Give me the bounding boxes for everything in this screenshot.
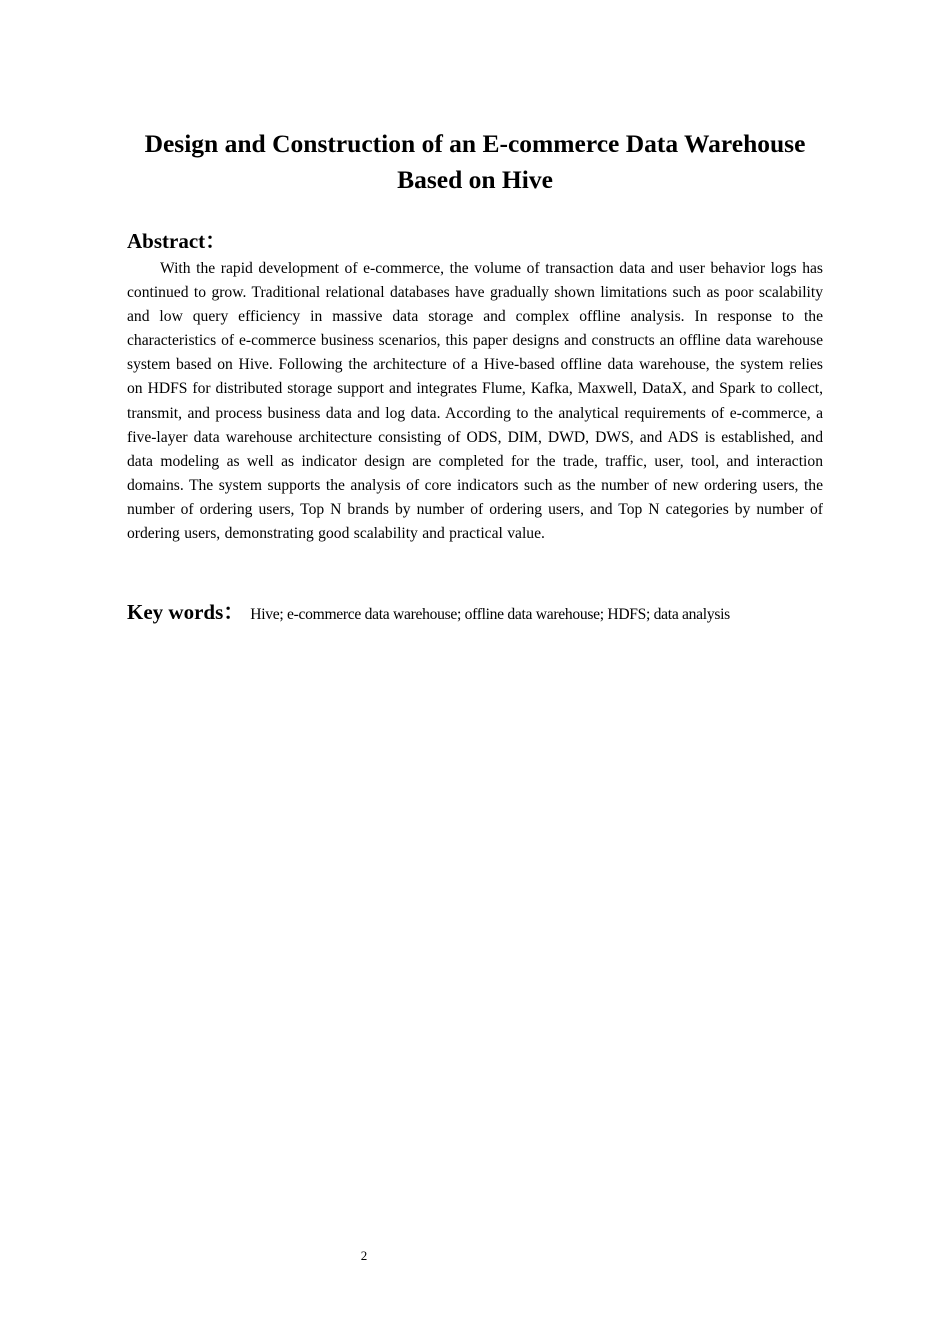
keywords-label: Key words： <box>127 600 245 624</box>
page-number: 2 <box>360 1248 368 1263</box>
paper-title: Design and Construction of an E-commerce Data Warehouse Based on Hive <box>144 129 806 194</box>
keywords-line <box>127 598 823 626</box>
abstract-heading: Abstract： <box>127 229 227 253</box>
abstract-body: With the rapid development of e-commerce, the volume of transaction data and user behavior logs has continued to grow. Traditional relational databases have gradually shown limitations such as poor scalability and low query efficiency in massive data storage and complex offline analysis. In response to the characteristics of e-commerce business scenarios, this paper designs and constructs an offline data warehouse system based on Hive. Following the architecture of a Hive-based offline data warehouse, the system relies on HDFS for distributed storage support and integrates Flume, Kafka, Maxwell, DataX, and Spark to collect, transmit, and process business data and log data. According to the analytical requirements of e-commerce, a five-layer data warehouse architecture consisting of ODS, DIM, DWD, DWS, and ADS is established, and data modeling as well as indicator design are completed for the trade, traffic, user, tool, and interaction domains. The system supports the analysis of core indicators such as the number of new ordering users, the number of ordering users, Top N brands by number of ordering users, and Top N categories by number of ordering users, demonstrating good scalability and practical value. <box>127 260 823 543</box>
keywords-text: Hive; e-commerce data warehouse; offline data warehouse; HDFS; data analysis <box>250 606 730 623</box>
